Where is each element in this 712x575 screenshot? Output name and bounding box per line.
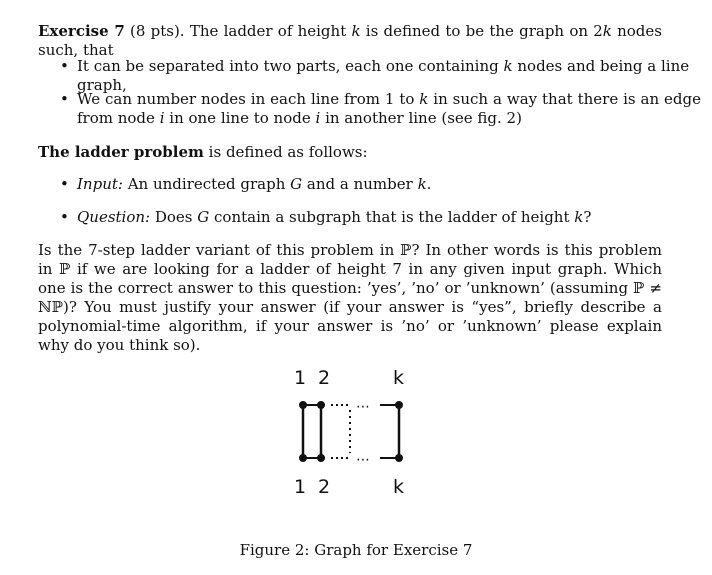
ladder-figure: [290, 365, 420, 505]
bullet-text: in such a way that there is an edge from node: [77, 90, 701, 127]
bullet-icon: •: [60, 175, 69, 193]
math-i: i: [315, 109, 321, 127]
node-top-k: [395, 401, 403, 409]
definition-bullet-2: [38, 90, 701, 128]
figure-caption: Figure 2: Graph for Exercise 7: [239, 541, 473, 559]
node-bottom-1: [299, 454, 307, 462]
problem-intro: [38, 143, 368, 162]
problem-heading: The ladder problem: [38, 143, 204, 161]
math-k: k: [602, 22, 612, 40]
problem-bullet-question: [38, 208, 591, 227]
bullet-icon: •: [60, 57, 69, 75]
problem-bullet-input: [38, 175, 431, 194]
exercise-intro: [38, 22, 662, 60]
ladder-graph: [290, 365, 420, 500]
top-label-2: 2: [318, 367, 331, 389]
math-g: G: [290, 175, 303, 193]
intro-text-c: nodes such, that: [38, 22, 662, 59]
exercise-label: Exercise 7: [38, 22, 125, 40]
bullet-text: nodes and being a line graph,: [77, 57, 690, 94]
input-label: Input:: [77, 175, 123, 193]
question-paragraph: Is the 7-step ladder variant of this problem in ℙ? In other words is this problem in ℙ if we are looking for a ladder of height 7 in any given input graph. Which one is the correct answer to this question: ’yes’, ’no’ or ’unknown’ (assuming ℙ ≠ ℕℙ)? You must justify your answer (if your answer is “yes”, briefly describe a polynomial-time algorithm, if your answer is ’no’ or ’unknown’ please explain why do you think so).: [38, 241, 662, 354]
math-k: k: [417, 175, 427, 193]
math-k: k: [503, 57, 513, 75]
bullet-text: ?: [583, 208, 592, 226]
problem-intro-rest: is defined as follows:: [203, 143, 368, 161]
question-label: Question:: [77, 208, 151, 226]
bottom-label-k: k: [393, 476, 405, 498]
math-k: k: [419, 90, 429, 108]
intro-text-b: is defined to be the graph on 2: [360, 22, 603, 40]
bullet-icon: •: [60, 90, 69, 108]
ellipsis-dots: ⋯: [356, 452, 370, 468]
math-g: G: [197, 208, 210, 226]
bullet-text: contain a subgraph that is the ladder of height: [209, 208, 575, 226]
top-label-k: k: [393, 367, 405, 389]
node-top-2: [317, 401, 325, 409]
ellipsis-dots: ⋯: [356, 399, 370, 415]
top-label-1: 1: [294, 367, 307, 389]
bottom-label-2: 2: [318, 476, 331, 498]
node-top-1: [299, 401, 307, 409]
bullet-icon: •: [60, 208, 69, 226]
intro-text-a: The ladder of height: [189, 22, 352, 40]
bullet-text: in one line to node: [164, 109, 316, 127]
math-k: k: [574, 208, 584, 226]
node-bottom-2: [317, 454, 325, 462]
math-k: k: [351, 22, 361, 40]
bullet-text: .: [426, 175, 432, 193]
bullet-text: in another line (see fig. 2): [320, 109, 522, 127]
math-i: i: [159, 109, 165, 127]
bullet-text: We can number nodes in each line from 1 to: [77, 90, 420, 108]
node-bottom-k: [395, 454, 403, 462]
bullet-text: and a number: [302, 175, 418, 193]
bottom-label-1: 1: [294, 476, 307, 498]
bullet-text: It can be separated into two parts, each one containing: [77, 57, 504, 75]
bullet-text: Does: [150, 208, 198, 226]
bullet-text: An undirected graph: [122, 175, 291, 193]
exercise-points: (8 pts).: [130, 22, 185, 40]
